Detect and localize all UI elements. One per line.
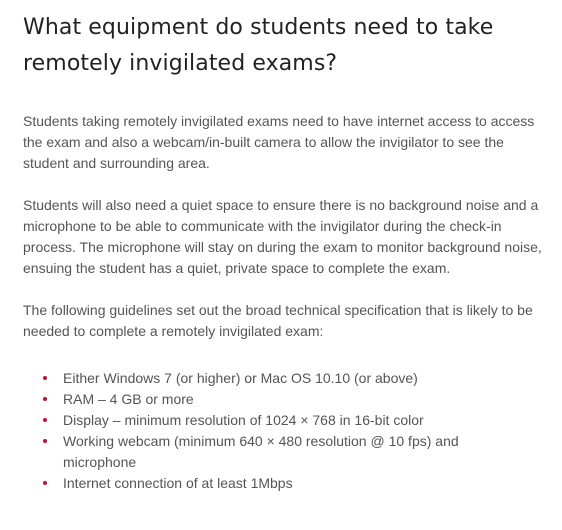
bullet-dot-icon — [43, 439, 47, 443]
requirement-text: Either Windows 7 (or higher) or Mac OS 10.10 (or above) — [63, 370, 418, 386]
section-heading: What equipment do students need to take remotely invigilated exams? — [23, 15, 494, 76]
guidelines-paragraph: The following guidelines set out the broad technical specification that is likely to be needed to complete a remotely invigilated exam: — [23, 302, 533, 339]
list-item — [23, 389, 503, 410]
requirement-text: Display – minimum resolution of 1024 × 768 in 16-bit color — [63, 412, 424, 428]
bullet-dot-icon — [43, 481, 47, 485]
quiet-space-paragraph: Students will also need a quiet space to ensure there is no background noise and a microphone to be able to communicate with the invigilator during the check-in process. The microphone will stay on during the exam to monitor background noise, ensuing the student has a quiet, private space to complete the exam. — [23, 197, 542, 276]
list-item — [23, 410, 503, 431]
requirement-text: Working webcam (minimum 640 × 480 resolution @ 10 fps) and microphone — [63, 433, 459, 470]
list-item — [23, 431, 503, 473]
article-section — [23, 10, 543, 494]
bullet-dot-icon — [43, 418, 47, 422]
list-item — [23, 473, 503, 494]
bullet-dot-icon — [43, 397, 47, 401]
requirements-list — [23, 368, 543, 494]
bullet-dot-icon — [43, 376, 47, 380]
requirement-text: Internet connection of at least 1Mbps — [63, 475, 293, 491]
list-item — [23, 368, 503, 389]
intro-paragraph: Students taking remotely invigilated exams need to have internet access to access the exam and also a webcam/in-built camera to allow the invigilator to see the student and surrounding area. — [23, 113, 535, 171]
requirement-text: RAM – 4 GB or more — [63, 391, 194, 407]
